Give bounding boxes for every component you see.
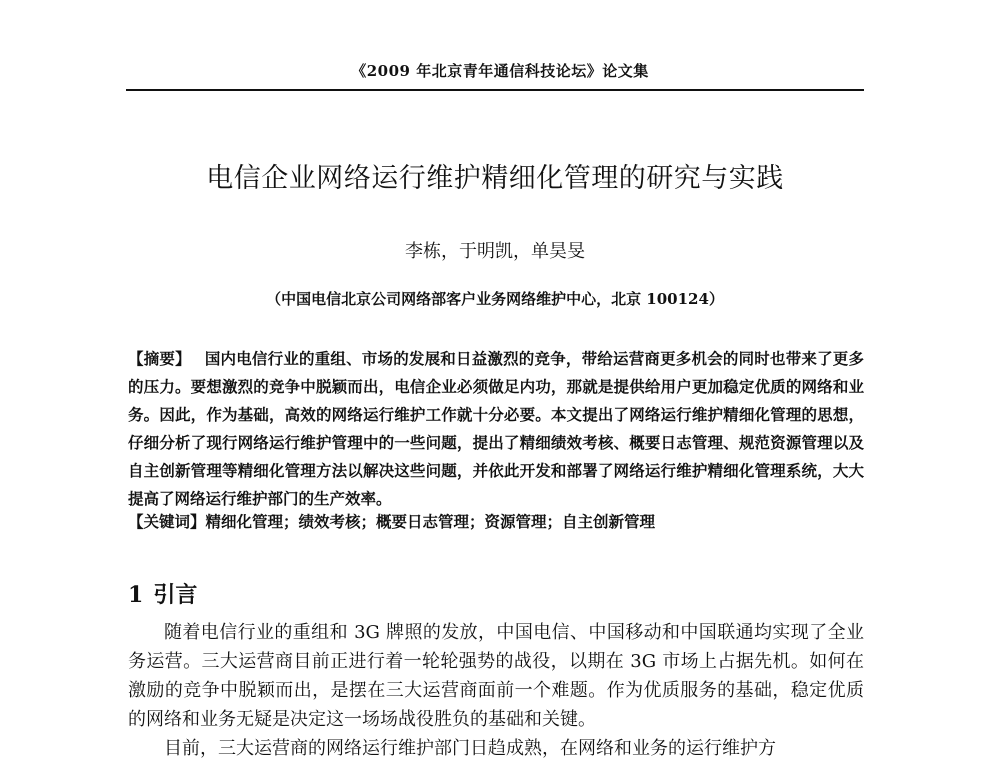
- section-number: 1: [128, 582, 144, 608]
- paper-title: 电信企业网络运行维护精细化管理的研究与实践: [206, 163, 784, 194]
- abstract-label: 【摘要】: [128, 349, 191, 368]
- keywords: [128, 508, 864, 536]
- section-heading-introduction: [128, 578, 197, 609]
- body-paragraph: 随着电信行业的重组和 3G 牌照的发放，中国电信、中国移动和中国联通均实现了全业务运营。三大运营商目前正进行着一轮轮强势的战役，以期在 3G 市场上占据先机。如何在激励的竞争中脱颖而出，是摆在三大运营商面前一个难题。作为优质服务的基础，稳定优质的网络和业务无疑是决定这一场场战役胜负的基础和关键。: [128, 622, 864, 730]
- keywords-text: 精细化管理；绩效考核；概要日志管理；资源管理；自主创新管理: [205, 512, 656, 531]
- affiliation: （中国电信北京公司网络部客户业务网络维护中心，北京 100124）: [266, 290, 724, 308]
- keywords-label: 【关键词】: [128, 512, 206, 531]
- section-body: [128, 618, 864, 763]
- abstract: [128, 345, 864, 513]
- running-header: 《2009 年北京青年通信科技论坛》论文集: [351, 62, 649, 80]
- author-list: 李栋，于明凯，单昊旻: [405, 241, 585, 262]
- section-title: 引言: [153, 582, 198, 608]
- abstract-text: 国内电信行业的重组、市场的发展和日益激烈的竞争，带给运营商更多机会的同时也带来了更多的压力。要想激烈的竞争中脱颖而出，电信企业必须做足内功，那就是提供给用户更加稳定优质的网络和业务。因此，作为基础，高效的网络运行维护工作就十分必要。本文提出了网络运行维护精细化管理的思想，仔细分析了现行网络运行维护管理中的一些问题，提出了精细绩效考核、概要日志管理、规范资源管理以及自主创新管理等精细化管理方法以解决这些问题，并依此开发和部署了网络运行维护精细化管理系统，大大提高了网络运行维护部门的生产效率。: [128, 349, 864, 508]
- body-paragraph: 目前，三大运营商的网络运行维护部门日趋成熟，在网络和业务的运行维护方: [164, 738, 776, 759]
- header-rule: [126, 89, 864, 91]
